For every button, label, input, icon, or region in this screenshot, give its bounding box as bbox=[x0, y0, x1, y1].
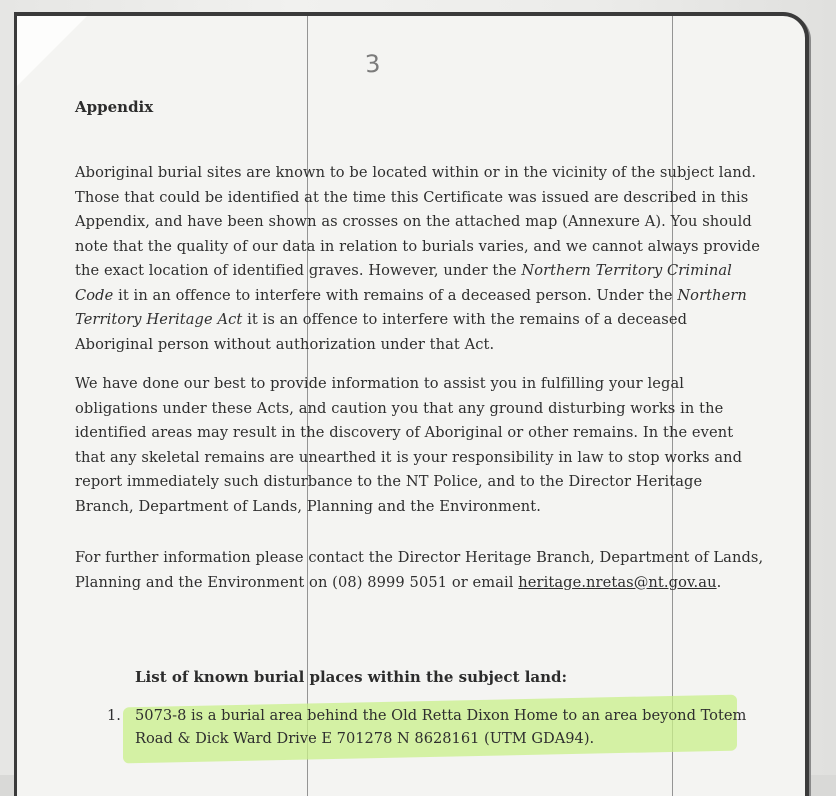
burial-places-list bbox=[77, 704, 757, 750]
burial-list-heading: List of known burial places within the subject land: bbox=[135, 668, 568, 686]
contact-text: For further information please contact the Director Heritage Branch, Department of Lands, Planning and the Environment on (08) 8999 5051 or email bbox=[75, 549, 764, 591]
paragraph-text: Aboriginal burial sites are known to be located within or in the vicinity of the subject land. Those that could be identified at the time this Certificate was issued are described in this Appendix, and have been shown as crosses on the attached map (Annexure A). You should note that the quality of our data in relation to burials varies, and we cannot always provide the exact location of identified graves. However, under the bbox=[75, 164, 760, 279]
document-page bbox=[14, 12, 809, 796]
paragraph-text: it is an offence to interfere with the remains of a deceased Aboriginal person without authorization under that Act. bbox=[75, 311, 688, 353]
list-item-number: 1. bbox=[107, 707, 121, 724]
obligations-paragraph: We have done our best to provide information to assist you in fulfilling your legal obligations under these Acts, and caution you that any ground disturbing works in the identified areas may result in the discovery of Aboriginal or other remains. In the event that any skeletal remains are unearthed it is your responsibility in law to stop works and report immediately such disturbance to the NT Police, and to the Director Heritage Branch, Department of Lands, Planning and the Environment. bbox=[75, 375, 743, 515]
page-corner-fold bbox=[17, 16, 87, 86]
contact-end: . bbox=[716, 573, 722, 591]
contact-paragraph bbox=[75, 546, 765, 595]
handwritten-page-mark: 3 bbox=[364, 49, 382, 79]
email-link[interactable]: heritage.nretas@nt.gov.au bbox=[518, 573, 717, 591]
paragraph-text: it in an offence to interfere with remains of a deceased person. Under the bbox=[113, 286, 678, 304]
list-item-text: 5073-8 is a burial area behind the Old Retta Dixon Home to an area beyond Totem Road & Dick Ward Drive E 701278 N 8628161 (UTM GDA94). bbox=[135, 707, 747, 747]
act-title: Northern Territory Criminal Code bbox=[75, 262, 732, 304]
appendix-heading: Appendix bbox=[75, 98, 154, 116]
list-item bbox=[77, 704, 757, 750]
act-title: Northern Territory Heritage Act bbox=[75, 286, 747, 328]
burial-sites-paragraph bbox=[75, 161, 765, 357]
